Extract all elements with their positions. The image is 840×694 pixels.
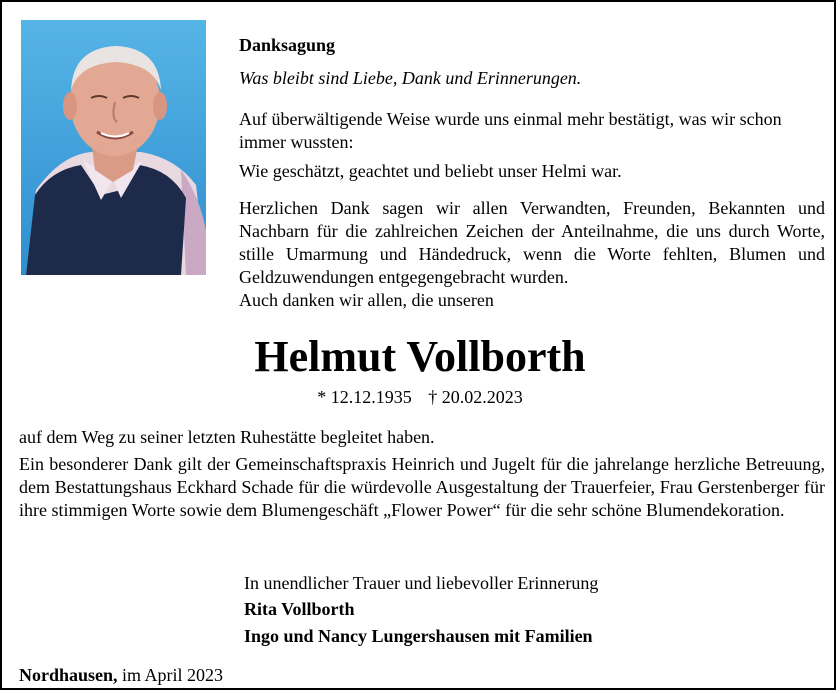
paragraph-last-journey: auf dem Weg zu seiner letzten Ruhestätte begleitet haben. xyxy=(19,427,435,447)
paragraph-special-thanks: Ein besonderer Dank gilt der Gemeinschaftspraxis Heinrich und Jugelt für die jahrelange herzliche Betreuung, dem Bestattungshaus Eckhard Schade für die würdevolle Ausgestaltung der Trauerfeier, Frau Gerstenberger für ihre stimmigen Worte sowie dem Blumengeschäft „Flower Power“ für die sehr schöne Blumendekoration. xyxy=(19,454,825,520)
paragraph-confirmation: Auf überwältigende Weise wurde uns einmal mehr bestätigt, was wir schon immer wussten: xyxy=(239,109,782,152)
deceased-name: Helmut Vollborth xyxy=(254,332,586,381)
heading: Danksagung xyxy=(239,35,336,55)
motto: Was bleibt sind Liebe, Dank und Erinnerungen. xyxy=(239,68,582,88)
paragraph-also-thanks: Auch danken wir allen, die unseren xyxy=(239,290,494,310)
life-dates xyxy=(2,386,838,409)
death-date: † 20.02.2023 xyxy=(428,387,523,407)
signoff-name-1: Rita Vollborth xyxy=(244,599,355,619)
paragraph-thanks: Herzlichen Dank sagen wir allen Verwandten, Freunden, Bekannten und Nachbarn für die zahlreichen Zeichen der Anteilnahme, die uns durch Worte, stille Umarmung und Händedruck, wenn die Worte fehlten, Blumen und Geldzuwendungen entgegengebracht wurden. xyxy=(239,198,825,287)
place-date xyxy=(19,664,223,687)
birth-date: * 12.12.1935 xyxy=(317,387,412,407)
signoff-name-2: Ingo und Nancy Lungershausen mit Familien xyxy=(244,626,593,646)
signoff-line: In unendlicher Trauer und liebevoller Erinnerung xyxy=(244,573,599,593)
date: im April 2023 xyxy=(122,665,224,685)
place: Nordhausen, xyxy=(19,665,118,685)
paragraph-helmi: Wie geschätzt, geachtet und beliebt unser Helmi war. xyxy=(239,161,622,181)
portrait-illustration xyxy=(21,20,206,275)
portrait-photo xyxy=(21,20,206,275)
